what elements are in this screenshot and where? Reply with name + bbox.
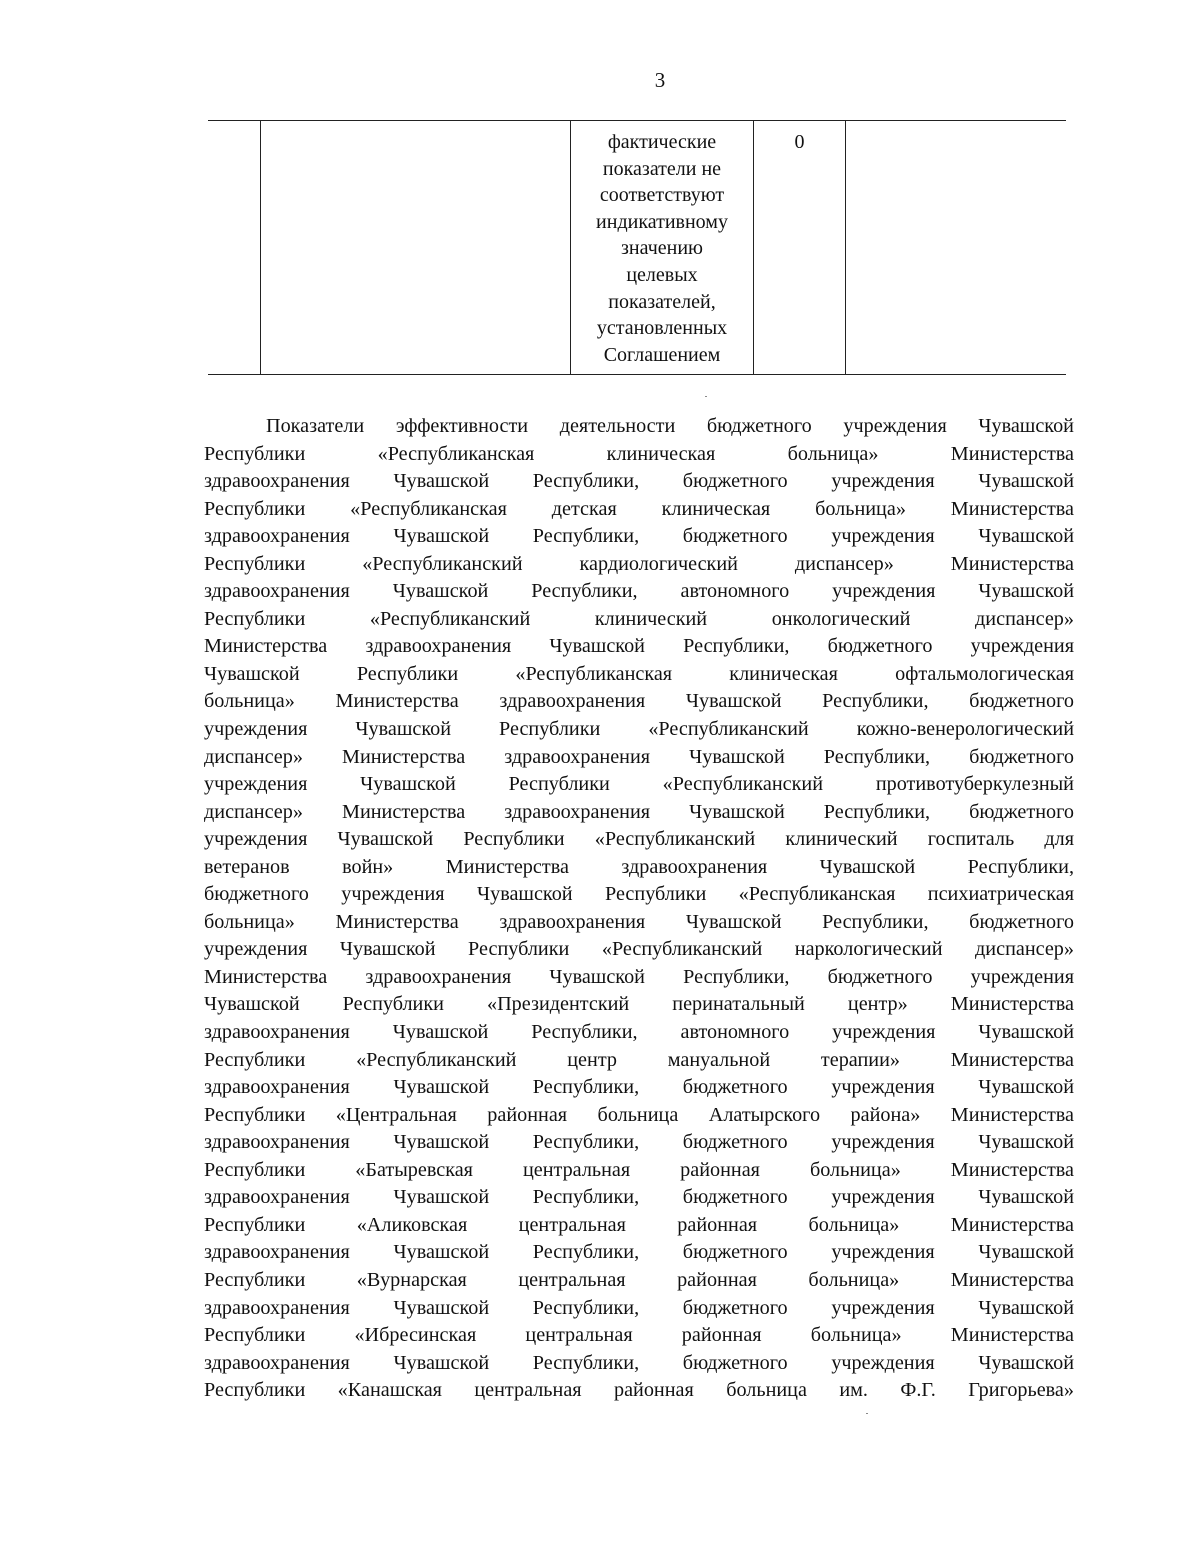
paragraph-line: Чувашской Республики «Республиканская клиническая офтальмологическая xyxy=(204,662,1074,685)
paragraph-line: Республики «Республиканская клиническая больница» Министерства xyxy=(204,442,1074,465)
body-paragraph xyxy=(204,413,1074,1405)
paragraph-line: учреждения Чувашской Республики «Республиканский противотуберкулезный xyxy=(204,773,1074,796)
table-cell-score: 0 xyxy=(754,121,846,375)
paragraph-line: здравоохранения Чувашской Республики, бюджетного учреждения Чувашской xyxy=(204,525,1074,548)
page-number: 3 xyxy=(654,68,666,92)
paragraph-line: здравоохранения Чувашской Республики, бюджетного учреждения Чувашской xyxy=(204,1296,1074,1319)
paragraph-line: Республики «Канашская центральная районная больница им. Ф.Г. Григорьева» xyxy=(204,1379,1074,1402)
paragraph-line: бюджетного учреждения Чувашской Республики «Республиканская психиатрическая xyxy=(204,883,1074,906)
paragraph-line: Республики «Республиканский кардиологический диспансер» Министерства xyxy=(204,552,1074,575)
table-cell-index xyxy=(208,121,261,375)
paragraph-line: больница» Министерства здравоохранения Чувашской Республики, бюджетного xyxy=(204,910,1074,933)
paragraph-line: здравоохранения Чувашской Республики, автономного учреждения Чувашской xyxy=(204,580,1074,603)
paragraph-line: Республики «Республиканский клинический онкологический диспансер» xyxy=(204,607,1074,630)
paragraph-line: здравоохранения Чувашской Республики, бюджетного учреждения Чувашской xyxy=(204,1351,1074,1374)
paragraph-line: Республики «Батыревская центральная районная больница» Министерства xyxy=(204,1158,1074,1181)
paragraph-line: Республики «Республиканский центр мануальной терапии» Министерства xyxy=(204,1048,1074,1071)
criterion-line: значению xyxy=(621,237,703,260)
paragraph-line: Республики «Аликовская центральная районная больница» Министерства xyxy=(204,1213,1074,1236)
paragraph-line: диспансер» Министерства здравоохранения Чувашской Республики, бюджетного xyxy=(204,745,1074,768)
paragraph-line: здравоохранения Чувашской Республики, автономного учреждения Чувашской xyxy=(204,1021,1074,1044)
paragraph-line: здравоохранения Чувашской Республики, бюджетного учреждения Чувашской xyxy=(204,1186,1074,1209)
paragraph-line: учреждения Чувашской Республики «Республиканский наркологический диспансер» xyxy=(204,938,1074,961)
criterion-line: фактические xyxy=(607,131,717,153)
paragraph-line: учреждения Чувашской Республики «Республиканский кожно-венерологический xyxy=(204,718,1074,741)
criterion-line: показатели не xyxy=(602,157,722,180)
criterion-line: целевых xyxy=(626,263,698,286)
paragraph-line: учреждения Чувашской Республики «Республиканский клинический госпиталь для xyxy=(204,828,1074,851)
criterion-line: установленных xyxy=(596,317,728,340)
paragraph-line: здравоохранения Чувашской Республики, бюджетного учреждения Чувашской xyxy=(204,1241,1074,1264)
paragraph-line: здравоохранения Чувашской Республики, бюджетного учреждения Чувашской xyxy=(204,1131,1074,1154)
criterion-line: индикативному xyxy=(596,210,728,233)
paragraph-line: здравоохранения Чувашской Республики, бюджетного учреждения Чувашской xyxy=(204,470,1074,493)
criterion-line: Соглашением xyxy=(603,343,721,366)
scan-speck xyxy=(866,1413,868,1414)
paragraph-line: Министерства здравоохранения Чувашской Республики, бюджетного учреждения xyxy=(204,635,1074,658)
paragraph-line: диспансер» Министерства здравоохранения Чувашской Республики, бюджетного xyxy=(204,800,1074,823)
paragraph-line: больница» Министерства здравоохранения Чувашской Республики, бюджетного xyxy=(204,690,1074,713)
paragraph-line: Республики «Центральная районная больница Алатырского района» Министерства xyxy=(204,1103,1074,1126)
paragraph-line: здравоохранения Чувашской Республики, бюджетного учреждения Чувашской xyxy=(204,1076,1074,1099)
table-cell-note xyxy=(846,121,1067,375)
table-row xyxy=(208,121,1066,375)
paragraph-line: Министерства здравоохранения Чувашской Республики, бюджетного учреждения xyxy=(204,965,1074,988)
paragraph-line: Республики «Вурнарская центральная районная больница» Министерства xyxy=(204,1268,1074,1291)
table-cell-name xyxy=(261,121,571,375)
paragraph-line: Чувашской Республики «Президентский перинатальный центр» Министерства xyxy=(204,993,1074,1016)
paragraph-line: Показатели эффективности деятельности бюджетного учреждения Чувашской xyxy=(266,415,1074,437)
table-cell-criterion xyxy=(571,121,754,375)
paragraph-line: Республики «Ибресинская центральная районная больница» Министерства xyxy=(204,1324,1074,1347)
criterion-line: соответствуют xyxy=(599,184,725,207)
scan-speck xyxy=(705,396,707,397)
paragraph-line: Республики «Республиканская детская клиническая больница» Министерства xyxy=(204,497,1074,520)
paragraph-line: ветеранов войн» Министерства здравоохранения Чувашской Республики, xyxy=(204,855,1074,878)
continuation-table xyxy=(208,120,1066,375)
criterion-line: показателей, xyxy=(608,290,716,313)
